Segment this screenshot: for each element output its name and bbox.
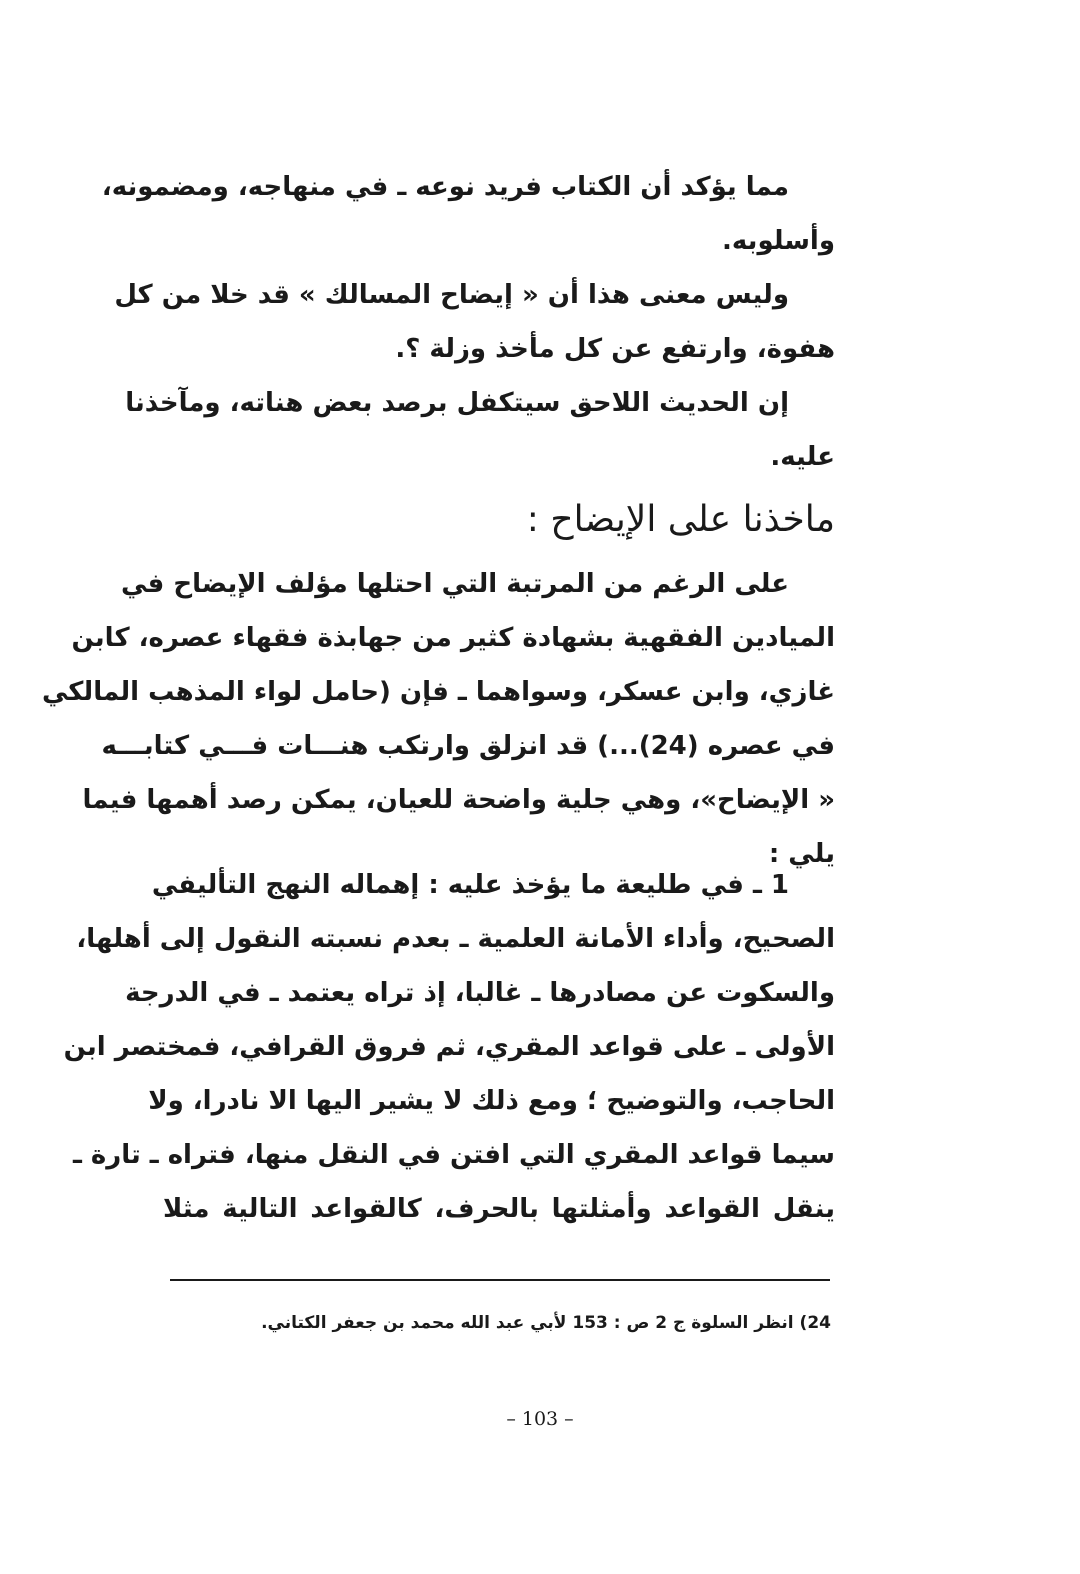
text-line: إن الحديث اللاحق سيتكفل برصد بعض هناته، ومآخذنا (125, 388, 789, 418)
text-line: عليه. (770, 442, 835, 472)
text-line: الصحيح، وأداء الأمانة العلمية ـ بعدم نسبته النقول إلى أهلها، (76, 924, 835, 954)
text-line: الحاجب، والتوضيح ؛ ومع ذلك لا يشير اليها الا نادرا، ولا (148, 1086, 835, 1116)
text-line: يلي : (768, 839, 835, 869)
text-line: مما يؤكد أن الكتاب فريد نوعه ـ في منهاجه، ومضمونه، (101, 172, 789, 202)
text-line: وليس معنى هذا أن « إيضاح المسالك » قد خلا من كل (114, 280, 789, 310)
footnote: 24) انظر السلوة ج 2 ص : 153 لأبي عبد الله محمد بن جعفر الكتاني. (261, 1313, 831, 1333)
text-line: هفوة، وارتفع عن كل مأخذ وزلة ؟. (395, 334, 835, 364)
text-line: « الإيضاح»، وهي جلية واضحة للعيان، يمكن رصد أهمها فيما (82, 785, 835, 815)
page-number: – 103 – (506, 1408, 574, 1430)
section-heading: ماخذنا على الإيضاح : (526, 499, 835, 540)
text-line: في عصره (24)...) قد انزلق وارتكب هنـــات فـــي كتابـــه (101, 731, 835, 761)
body-paragraph-2 (63, 858, 835, 1236)
body-paragraph-1 (42, 557, 835, 881)
text-line: ينقل القواعد وأمثلتها بالحرف، كالقواعد التالية مثلا (163, 1194, 835, 1224)
text-line: والسكوت عن مصادرها ـ غالبا، إذ تراه يعتمد ـ في الدرجة (125, 978, 835, 1008)
intro-paragraphs (101, 160, 835, 484)
text-line: الميادين الفقهية بشهادة كثير من جهابذة فقهاء عصره، كابن (71, 623, 835, 653)
footnote-divider (170, 1279, 830, 1281)
text-line: 1 ـ في طليعة ما يؤخذ عليه : إهماله النهج التأليفي (151, 870, 789, 900)
text-line: الأولى ـ على قواعد المقري، ثم فروق القرافي، فمختصر ابن (63, 1032, 835, 1062)
text-line: سيما قواعد المقري التي افتن في النقل منها، فتراه ـ تارة ـ (72, 1140, 835, 1170)
text-line: وأسلوبه. (722, 226, 835, 256)
text-line: على الرغم من المرتبة التي احتلها مؤلف الإيضاح في (120, 569, 789, 599)
text-line: غازي، وابن عسكر، وسواهما ـ فإن (حامل لواء المذهب المالكي (42, 677, 835, 707)
